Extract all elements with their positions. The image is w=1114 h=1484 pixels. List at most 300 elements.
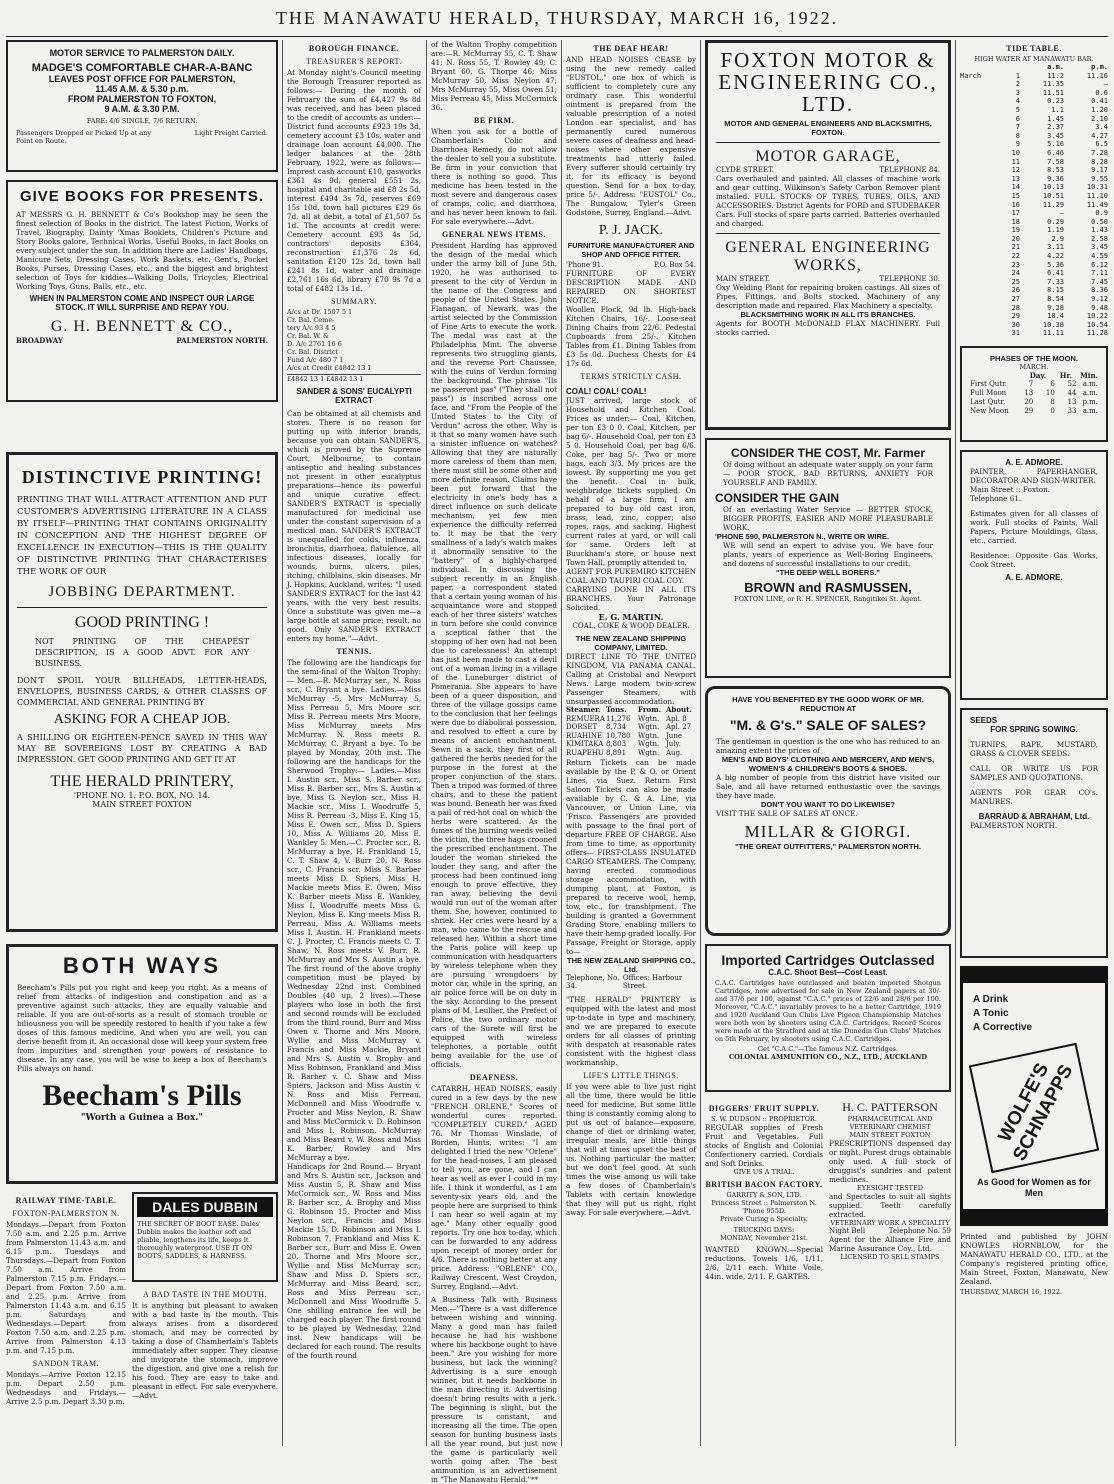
- tide-row: [960, 89, 1108, 98]
- engineering-street: MAIN STREET.: [716, 275, 771, 283]
- deaf-hear-heading: THE DEAF HEAR!: [593, 44, 669, 53]
- column-1: [6, 40, 278, 1446]
- moon-row: [970, 398, 1098, 407]
- tide-month: [960, 209, 1000, 218]
- books-firm: G. H. BENNETT & CO.,: [50, 318, 234, 335]
- good-body: DON'T SPOIL YOUR BILLHEADS, LETTER-HEADS, ENVELOPES, BUSINESS CARDS, & OTHER CLASSES OF COMMERCIAL AND GENERAL PRINTING BY: [17, 676, 267, 707]
- tennis-heading: TENNIS.: [336, 647, 372, 656]
- mg-question: HAVE YOU BENEFITED BY THE GOOD WORK OF MR. REDUCTION AT: [732, 695, 924, 713]
- wolfes-schnapps-ad: [960, 966, 1108, 1226]
- barraud-town: PALMERSTON NORTH.: [970, 821, 1058, 830]
- tide-row: [960, 329, 1108, 338]
- tide-am: 1.45: [1047, 114, 1064, 123]
- cell: Wgtn.: [638, 740, 660, 749]
- seeds-agents: AGENTS FOR GEAR CO's. MANURES.: [970, 788, 1098, 806]
- column-rule: [426, 40, 427, 1446]
- wolfe-slogan: A Tonic: [973, 1008, 1009, 1019]
- tide-row: [960, 97, 1108, 106]
- tide-am: 0.29: [1047, 217, 1064, 226]
- borough-heading: BOROUGH FINANCE.: [308, 44, 400, 53]
- motor-line: 9 A.M. & 3.30 P.M.: [104, 104, 180, 114]
- dudson-bacon-column: [705, 1100, 823, 1281]
- deafness-body: CATARRH, HEAD NOISES, easily cured in a few days by the new "FRENCH ORLENE." Scores of wonderful cures reported. "COMPLETELY CURED." AGED 76. Mr Thomas Winslade, of Borden, Hunts, writes: "I am delighted I tried the new "Orlene" for the head-noises, I am pleased to tell you, are gone, and I can hear as well as ever I could in my life. I think it wonderful, as I am seventy-six years old, and the people here are surprised to think I can hear so well again at my age." Many other equally good reports. Try one box to-day, which can be forwarded to any address upon receipt of money order for 4/6. There is nothing better at any price. Address: "ORLENE" CO., Railway Crescent, West Croydon, Surrey, England.—Advt.: [431, 1084, 557, 1291]
- cartridges-company: COLONIAL AMMUNITION CO., N.Z., LTD., AUCKLAND: [728, 1053, 927, 1061]
- admore-name: A. E. ADMORE.: [1005, 573, 1063, 582]
- summary-row: A/cs at Credit £4842 13 1: [287, 364, 372, 372]
- tide-am: 6.46: [1047, 148, 1064, 157]
- dudson-name: S. W. DUDSON :: PROPRIETOR.: [711, 1115, 817, 1123]
- herald-printery-notice: "THE HERALD" PRINTERY is equipped with the latest and most up-to-date in type and machinery, and we are prepared to execute orders for all classes of printing with despatch at reasonable rates consistent with the highest class workmanship.: [566, 994, 696, 1067]
- tennis-body: Handicaps for 2nd Round.— Bryant and Mrs S. Austin scr., Jackson and Miss Austin 5, R. Shaw and Miss McCormick scr., W. Ross and Miss R. Barber scr., A. Brophy and Miss G. Robinson 15, Procter and Miss Neylon scr., Francis and Miss Mackie 15, D. Robinson and Miss I. Robinson 7, Frankland and Miss K. Barber scr., Burr and Miss E. Owen 20, Thorne and Mrs Moore scr., Wyllie and Miss McMurray scr., Shaw and Miss D. Spiers scr., McMurray and Miss Beard, scr., Ross and Miss Perreau scr., McDonnell and Miss Woodruffe 5. One shilling entrance fee will be charged each player. The first round to be played by Wednesday, 22nd inst. New handicaps will be declared for each round. The results of the fourth round: [287, 1162, 421, 1360]
- tide-am: 7.58: [1047, 157, 1064, 166]
- tide-pm-label: p.m.: [1091, 63, 1108, 71]
- herald-printery: THE HERALD PRINTERY,: [50, 773, 234, 790]
- tide-pm: 8.36: [1091, 286, 1108, 295]
- books-body: AT MESSRS G. H. BENNETT & Co's Bookshop may be seen the finest selection of Books in the district. The latest Fiction, Works of Travel, Biography, Dainty 'Xmas Booklets, Children's Picture and Story Books galore, Technical Works, Useful Books, in fact Books on every subject under the sun. In addition there are Ladies' Handbags, Manicure Sets, Dressing Cases, Work Baskets, etc. Gent's, Pocket Books, Purses, Dressing Cases, etc., and the biggest and brightest selection of Toys for kiddies—Walking Dolls, Tricycles, Electrical Working Toys, Guns, Balls, etc., etc.: [16, 210, 268, 291]
- imprint-date: THURSDAY, MARCH 16, 1922.: [960, 1288, 1063, 1296]
- seeds-title: SEEDS: [970, 716, 998, 725]
- shipping-office: Offices: Harbour Street.: [622, 973, 683, 990]
- tide-pm: 6.5: [1095, 140, 1108, 149]
- engineering-title: GENERAL ENGINEERING WORKS,: [725, 239, 931, 274]
- tide-month: [960, 243, 1000, 252]
- garage-title: MOTOR GARAGE,: [755, 148, 901, 165]
- tide-month: [960, 123, 1000, 132]
- motor-line: 11.45 A.M. & 5.30 p.m.: [95, 84, 189, 94]
- checker-band: [963, 969, 1105, 983]
- tide-pm: 11.49: [1086, 200, 1108, 209]
- cost-title: CONSIDER THE COST, Mr. Farmer: [730, 446, 926, 460]
- cell: 8,803: [606, 740, 627, 749]
- tide-row: [960, 235, 1108, 244]
- business-talk: A Business Talk with Business Men.—"There is a vast difference between wishing and winning. Many a good man has failed because he had his wishbone where his backbone ought to have been." Are you wishing for more business, but lack the winning? Advertising is a sure enough winner, but it needs backbone in the man directing it. Advertising doesn't bring results with a jerk. The beginning is slight, but the pressure is constant, and increasing all the time. The open season for hunting business lasts all the year round, but just now the game is particularly well worth going after. The best ammunition is an advertisement in "The Manawatu Herald."**: [431, 1295, 557, 1484]
- motor-name: MADGE'S COMFORTABLE CHAR-A-BANC: [31, 62, 253, 74]
- garage-tel: TELEPHONE 84.: [879, 166, 940, 174]
- bacon-curing: Private Curing a Specialty.: [720, 1215, 808, 1223]
- gain-phone: 'PHONE 590, PALMERSTON N., WRITE OR WIRE.: [715, 532, 890, 541]
- admore-ad: [960, 450, 1108, 700]
- tide-day: 31: [1011, 329, 1020, 338]
- tide-pm: 6.12: [1091, 260, 1108, 269]
- tide-day: 20: [1011, 234, 1020, 243]
- dales-dubbin-ad: [132, 1192, 278, 1282]
- cell: 10,780: [606, 731, 631, 740]
- tide-row: [960, 140, 1108, 149]
- tide-month: [960, 132, 1000, 141]
- tide-row: [960, 243, 1108, 252]
- tide-row: [960, 166, 1108, 175]
- tide-day: 10: [1011, 148, 1020, 157]
- tide-pm: 1.43: [1091, 226, 1108, 235]
- tide-month: [960, 175, 1000, 184]
- gain-body: WE will send an expert to advise you. We have four plants, years of experience as Well-Boring Engineers, and dozens of successful installations to our credit.: [723, 541, 933, 568]
- gain-title: CONSIDER THE GAIN: [715, 491, 840, 505]
- tide-month: [960, 158, 1000, 167]
- railway-body: Mondays.—Depart from Foxton 7.50 a.m. and 2.25 p.m. Arrive from Palmerston 11.43 a.m. and 6.15 p.m. Tuesdays and Thursdays.—Depart from Foxton 7.50 a.m. Arrive from Palmerston 7.15 p.m. Fridays.—Depart from Foxton 7.50 a.m. and 2.25 p.m. Arrive from Palmerston 11.43 a.m. and 6.15 p.m. Saturdays and Wednesdays.—Depart from Foxton 7.50 a.m. and 2.25 p.m. Arrive from Palmerston 4.13 p.m. and 7.15 p.m.: [6, 1220, 126, 1355]
- admore-residence: Residence: Opposite Gas Works, Cook Street.: [970, 551, 1098, 569]
- steamer-header: [566, 706, 696, 715]
- beechams-logo: Beecham's Pills: [42, 1079, 242, 1112]
- cell: July.: [666, 740, 681, 749]
- eyesight: EYESIGHT TESTED: [857, 1184, 923, 1192]
- life-body: If you were able to live just right all the time, there would be little need for medicine. But some little thing is constantly coming along to put us out of balance—exposure, change of diet or drinking water, irregular meals, are little things that will at times upset the best of us. Nothing particular the matter, but we don't feel good. At such times the wise among us will take a few doses of Chamberlain's Tablets with certain knowledge that they will put us right, right away. For sale everywhere.—Advt.: [566, 1081, 696, 1217]
- tide-am: 6.41: [1047, 269, 1064, 278]
- dudson-trial: GIVE US A TRIAL.: [733, 1168, 795, 1176]
- tide-month: [960, 115, 1000, 124]
- motor-foot: Passengers Dropped or Picked Up at any Point en Route.: [16, 129, 151, 145]
- summary-row: Cr. Bal. W. &: [287, 332, 329, 340]
- sandon-body: Mondays.—Arrive Foxton 12.15 p.m. Depart 2.50 p.m. Wednesdays and Fridays.—Arrive 2.5 p.m. Depart 3.30 p.m.: [6, 1370, 126, 1406]
- cartridges-ad: [705, 944, 951, 1092]
- tide-day: 27: [1011, 295, 1020, 304]
- wolfe-slogan: A Drink: [973, 994, 1009, 1005]
- column-rule: [561, 40, 562, 1446]
- tide-am: 10.13: [1042, 183, 1064, 192]
- patterson-tel: Telephone No. 59: [888, 1227, 951, 1235]
- cheap-job: ASKING FOR A CHEAP JOB.: [53, 712, 231, 727]
- moon-cell: 44: [1067, 389, 1077, 397]
- tide-am: 0.23: [1047, 97, 1064, 106]
- summary-row: Cr. Bal. Ceme-: [287, 316, 335, 324]
- tennis-body: The following are the handicaps for the semi-final of the Walton Trophy:— Men.—R. McMurray ser., N. Ross scr., C. Bryant a bye. Ladies.—Miss McMurray -5, Mrs McMurray 5, Miss Perreau 5, Mrs Moore scr. Miss R. Perreau meets Mrs Moore, Miss McMurray meets Mrs McMurray. N. Ross meets R. McMurray, C. Bryant a bye. To be played by Monday, 20th inst. The following are the handicaps for the Sherwood Trophy:— Ladies.—Miss I. Austin scr., Miss S. Barber scr., Miss R. Barber scr., Mrs S. Austin a bye, Miss G. Neylon scr., Miss H. Mackie scr., Miss I. Woodruffe 5, Miss R. Perreau -3, Miss E. King 15, Miss E. Owen scr., Miss D. Spiers 10, Miss A. Williams 20, Miss E. Wankley 5. Men.—C. Procter scr., R. McMurray a bye, H. Frankland 15, C. T. Shaw 4, V. Burr 20, N. Ross scr., C. Francis scr. Miss S. Barber meets Miss D. Spiers, Miss H. Mackie meets Miss E. Owen, Miss K. Barber meets Miss E. Wankley, Miss I. Woodruffe meets Miss G. Neylon, Miss E. King meets Miss R. Perreau, Miss A. Williams meets Miss I. Austin. H. Frankland meets C. J. Procter, C. Francis meets C. T. Shaw, N. Ross meets V. Burr. R. McMurray and Mrs S. Austin a bye. The first round of the above trophy competition must be played by Wednesday 22nd inst. Combined Doubles (40 up, 2 lives).—These players who lose in both the first and second rounds will be excluded from the third round. Burr and Miss Owen v. Thorne and Mrs Moore, Wyllie and Miss McMurray v. Francis and Miss Mackie, Bryant and Mrs S. Austin v. Brophy and Miss Robinson, Frankland and Miss R. Barber v. C. Shaw and Miss Spiers, Jackson and Miss Austin v. N. Ross and Miss Perreau, McDonnell and Miss Woodruffe v. Procter and Miss Neylon, R. Shaw and Miss McCormick v. D. Robinson and Miss I. Robinson, McMurray and Miss Beard v. W. Ross and Miss K. Barber, Rowley and Mrs McMurray a bye.: [287, 658, 421, 1162]
- steamer-row: [566, 715, 696, 724]
- printing-ad: [6, 452, 278, 932]
- tide-month: [960, 295, 1000, 304]
- tide-am: 8.53: [1047, 166, 1064, 175]
- tide-pm: 4.59: [1091, 252, 1108, 261]
- foxton-motor-title: FOXTON MOTOR & ENGINEERING CO., LTD.: [718, 48, 938, 116]
- tide-am: 2.9: [1051, 234, 1064, 243]
- summary-heading: SUMMARY.: [331, 297, 377, 306]
- admore-tel: Telephone 61.: [970, 494, 1022, 503]
- tide-day: 6: [1015, 114, 1020, 123]
- tide-row: [960, 312, 1108, 321]
- tide-pm: 3.4: [1095, 123, 1108, 132]
- moon-cell: 29: [1024, 407, 1034, 415]
- patterson-address: MAIN STREET FOXTON: [849, 1131, 931, 1139]
- moon-cell: 6: [1050, 380, 1055, 388]
- steamer-table: [566, 706, 696, 758]
- millar-giorgi-ad: [705, 686, 951, 936]
- cell: 11,276: [606, 714, 631, 723]
- patterson-agent: Agent for the Alliance Fire and Marine Assurance Coy., Ltd.: [829, 1235, 951, 1253]
- books-ad: [6, 180, 278, 402]
- cartridges-body: C.A.C. Cartridges have outclassed and beaten imported Shotgun Cartridges, now advertised for sale in New Zealand papers at 30/- and 37/6 per 100, against "C.A.C." prices of 22/6 and 28/6 per 100. Moreover, "C.A.C." invariably proves to be a better Cartridge, 1919 and 1920 Auckland Gun Clubs Live Pigeon Championship Matches were both won by shooters using C.A.C. Cartridges. Record Scores were made at the Stratford and at the Dunedin Gun Clubs' Matches on 5th February, by shooters using C.A.C. Cartridges.: [715, 979, 941, 1043]
- tide-month: [960, 304, 1000, 313]
- tide-day: 8: [1015, 131, 1020, 140]
- steamer-col: About.: [666, 705, 692, 714]
- tide-row: [960, 201, 1108, 210]
- good-title: GOOD PRINTING !: [74, 614, 210, 631]
- summary-total: £4842 13 1 £4842 13 1: [287, 374, 421, 383]
- garage-street: CLYDE STREET.: [716, 166, 774, 174]
- tide-row: [960, 209, 1108, 218]
- wolfe-slogan: A Corrective: [973, 1022, 1033, 1033]
- column-3: [431, 40, 557, 1484]
- tide-day: 29: [1011, 312, 1020, 321]
- dales-body: THE SECRET OF BOOT EASE. Dales' Dubbin makes the leather soft and pliable, lengthens its life, keeps it thoroughly waterproof. USE IT ON BOOTS, SADDLES, & HARNESS.: [137, 1220, 261, 1260]
- cell: RUAHINE: [566, 731, 603, 740]
- tide-am: 11.11: [1042, 329, 1064, 338]
- garage-body: Cars overhauled and painted. All classes of machine work and gear cutting. Wilkinson's Safety Carbon Remover plant installed. FULL STOCKS OF TYRES, TUBES, OILS, AND ACCESSORIES. District Agents for FORD and STUDEBAKER Cars. Full stocks of spare parts carried. Batteries overhauled and charged.: [716, 174, 940, 228]
- tide-day: 21: [1011, 243, 1020, 252]
- gain-body: Of an everlasting Water Service — BETTER STOCK, BIGGER PROFITS, EASIER AND MORE PLEASURABLE WORK.: [723, 505, 933, 532]
- moon-col: Min.: [1080, 371, 1098, 380]
- cell: Aug.: [666, 748, 683, 757]
- brown-rasmussen: BROWN and RASMUSSEN,: [744, 580, 912, 595]
- shipping-body: Return Tickets can be made available by the P. & O. or Orient Lines, via Suez. Return First Saloon Tickets can also be made available by C. & A. Line, via Vancouver, or Union Line, via 'Frisco. Passengers are provided with passage to the final port of departure FREE OF CHARGE. Also from time to time, as opportunity offers— FIRST-CLASS INSULATED CARGO STEAMERS. The Company, having erected commodious storage accommodation, with dumping plant, at Foxton, is prepared to receive wool, hemp, tow, etc., for transhipment. The building is granted a Government Grading Store, enabling millers to have their hemp graded locally. For Passage, Freight or Storage, apply to—: [566, 757, 696, 956]
- tide-month: [960, 97, 1000, 106]
- be-firm-body: When you ask for a bottle of Chamberlain's Colic and Diarrhoea Remedy, do not allow the dealer to sell you a substitute. Be firm in your conviction that there is nothing so good. This medicine has been tested in the most severe and dangerous cases of cramps, colic, and diarrhoea, and has never been known to fail. For sale everywhere.—Advt.: [431, 127, 557, 226]
- moon-cell: Last Qutr.: [970, 398, 1006, 406]
- eyesight-body: and Spectacles to suit all sights supplied. Teeth carefully extracted.: [829, 1192, 951, 1219]
- tide-pm: 2.10: [1091, 114, 1108, 123]
- patterson-stamps: LICENSED TO SELL STAMPS: [840, 1253, 940, 1261]
- engineering-agent: Agents for BOOTH McDONALD FLAX MACHINERY. Full stocks carried.: [716, 319, 940, 337]
- jobbing-dept: JOBBING DEPARTMENT.: [48, 584, 236, 600]
- tide-row: [960, 115, 1108, 124]
- cell: June: [666, 731, 682, 740]
- sandon-title: SANDON TRAM.: [32, 1359, 100, 1368]
- mg-sale-title: "M. & G's." SALE OF SALES?: [729, 717, 927, 733]
- beechams-ad: [6, 944, 278, 1184]
- moon-cell: 33: [1067, 407, 1077, 415]
- tide-row: [960, 304, 1108, 313]
- moon-cell: 10: [1045, 389, 1055, 397]
- tide-pm: 0.50: [1091, 217, 1108, 226]
- printing-body: PRINTING THAT WILL ATTRACT ATTENTION AND PUT CUSTOMER'S ADVERTISING LITERATURE IN A CLASS BY ITSELF—PRINTING THAT CONTAINS ORIGINALITY IN CONCEPTION AND THE HIGHEST DEGREE OF EXCELLENCE IN EXECUTION—THIS IS THE QUALITY OF DISTINCTIVE PRINTING THAT CHARACTERISES THE WORK OF OUR: [17, 495, 267, 577]
- tide-row: [960, 321, 1108, 330]
- tide-month: [960, 89, 1000, 98]
- moon-cell: Full Moon: [970, 389, 1007, 397]
- moon-cell: 52: [1067, 380, 1077, 388]
- beechams-body: Beecham's Pills put you right and keep you right. As a means of relief from attacks of indigestion and constipation and as a preventive against such attacks, they are equally valuable and reliable. If you are out-of-sorts as a result of stomach trouble or biliousness you will be speedily restored to health if you take a few doses of this famous medicine. And when you are well, you can derive benefit from it. An occasional dose will keep your system free from impurities and strengthen your powers of resistance to disease. In any case, you will be wise to keep a box of Beecham's Pills always on hand.: [17, 983, 268, 1073]
- tide-month: [960, 80, 1000, 89]
- moon-row: [970, 380, 1098, 389]
- railway-timetable: [6, 1192, 126, 1406]
- coal-body: JUST arrived, large stock of Household and Kitchen Coal. Prices as under:— Coal, Kitchen, per ton £3 0 0. Coal, Kitchen, per bag 6/-. Household Coal, per ton £3 5 0. Household Coal, per bag 6/6. Coke, per bag 5/-. Two or more bags, each 3/3. My prices are the lowest. By supporting me you get the benefit. Coal in bulk, weighbridge tickets supplied. On behalf of a large firm, I am prepared to buy old cast iron, brass, lead, zinc, copper; also ropes, rags, and sacking. Highest current rates at yard, or will call for same. Orders left at Buuckham's store, or house next Town Hall, promptly attended to.: [566, 396, 696, 567]
- tide-day: 26: [1011, 286, 1020, 295]
- bacon-company: GARRITY & SON, LTD.: [726, 1191, 802, 1199]
- tide-pm: 10.31: [1086, 183, 1108, 192]
- herald-phone: 'PHONE NO. 1. P.O. BOX, NO. 14.: [73, 791, 211, 800]
- steamer-row: [566, 732, 696, 741]
- tide-pm: —: [1103, 80, 1108, 89]
- tide-am: 2.37: [1047, 123, 1064, 132]
- seeds-call: CALL OR WRITE US FOR SAMPLES AND QUOTATIONS.: [970, 764, 1098, 782]
- patterson-ad: [829, 1100, 951, 1281]
- dudson-body: REGULAR supplies of Fresh Fruit and Vegetables. Full stocks of English and Colonial Confectionery carried. Cordials and Soft Drinks.: [705, 1123, 823, 1168]
- good-body: A SHILLING OR EIGHTEEN-PENCE SAVED IN THIS WAY MAY BE SOVEREIGNS LOST BY CREATING A BAD IMPRESSION. GET GOOD PRINTING AND GET IT AT: [17, 733, 267, 764]
- tide-row: [960, 252, 1108, 261]
- moon-cell: First Qutr.: [970, 380, 1007, 388]
- cell: KIMITAKA: [566, 740, 604, 749]
- cell: DORSET: [566, 723, 598, 732]
- tide-pm: 10.54: [1086, 320, 1108, 329]
- patterson-body: PRESCRIPTIONS dispensed day or night. Purest drugs obtainable only used. A full stock of druggist's sundries and patent medicines.: [829, 1139, 951, 1184]
- deep-well-slogan: "THE DEEP WELL BORERS.": [776, 568, 880, 577]
- tide-month: [960, 278, 1000, 287]
- tide-day: 28: [1011, 303, 1020, 312]
- tide-day: 5: [1015, 105, 1020, 114]
- steamer-col: Steamer.: [566, 705, 601, 714]
- borough-body: At Monday night's Council meeting the Borough Treasurer reported as follows:— During the month of February the sum of £4,427 9s 8d was received, and has been placed to the credit of accounts as under:—District fund accounts £923 19s 3d, cemetery account £3 10s, water and drainage loan account £4,000. The ledger balances at the 28th February, 1922, were as follows:—Imprest cash account £10, gasworks £361 4s 9d, general £551 2s, hospital and charitable aid £8 2s 5d, interest £494 3s 7d, reserves £69 15s 10d, town hall pictures £29 6s 7d, all at debit, a total of £1,507 5s 1d. The accounts at credit were: Cemetery account £93 4s 5d, contractors' deposits £364, reconstruction £1,376 2s 6d, sanitation £120 12s 2d, town hall £241 8s 1d, water and drainage £2,761 16s 6d, library £70 9s 7d a total of £482 13s 1d.: [287, 68, 421, 293]
- moon-cell: New Moon: [970, 407, 1009, 415]
- jack-subtitle: FURNITURE MANUFACTURER AND SHOP AND OFFICE FITTER.: [567, 241, 695, 259]
- tide-pm: 2.58: [1091, 234, 1108, 243]
- tide-month: [960, 218, 1000, 227]
- engineering-body: Oxy Welding Plant for repairing broken castings. All sizes of Pipes, Fittings, and Bolts stocked. Machinery of any description made and repaired. Flax Machinery a specialty.: [716, 283, 940, 310]
- tide-am: 4.22: [1047, 252, 1064, 261]
- moon-cell: 13: [1067, 398, 1077, 406]
- tide-day: 1: [1015, 71, 1020, 80]
- jack-name: P. J. JACK.: [598, 223, 664, 238]
- tide-month: [960, 261, 1000, 270]
- tide-month: [960, 235, 1000, 244]
- taste-heading: A BAD TASTE IN THE MOUTH.: [142, 1290, 267, 1299]
- tide-day: 9: [1015, 140, 1020, 149]
- tide-day: 25: [1011, 277, 1020, 286]
- coal-agent: AGENT FOR PUKEMIRO KITCHEN COAL AND TAUPIRI COAL COY.: [566, 567, 696, 585]
- tide-pm: 8.28: [1091, 157, 1108, 166]
- cell: Wgtn.: [638, 731, 660, 740]
- steamer-col: From.: [638, 705, 662, 714]
- cell: 8,891: [606, 748, 627, 757]
- cartridges-get: Get "C.A.C."—The famous N.Z. Cartridges.: [757, 1045, 899, 1053]
- jack-terms: TERMS STRICTLY CASH.: [580, 372, 682, 381]
- tide-pm: 9.12: [1091, 295, 1108, 304]
- books-addr: BROADWAY: [16, 336, 63, 345]
- books-title: GIVE BOOKS FOR PRESENTS.: [19, 188, 265, 205]
- life-heading: LIFE'S LITTLE THINGS.: [583, 1070, 679, 1080]
- tide-row: [960, 80, 1108, 89]
- tide-month: [960, 312, 1000, 321]
- tide-pm: 11.16: [1086, 71, 1108, 80]
- summary-row: A/cs at Dr. 1507 5 1: [287, 308, 353, 316]
- jack-phone: 'Phone 91.: [566, 261, 604, 269]
- tide-month: [960, 183, 1000, 192]
- admore-street: Main Street :: Foxton.: [970, 485, 1051, 494]
- tide-row: [960, 278, 1108, 287]
- tide-month: [960, 192, 1000, 201]
- wanted-known: WANTED KNOWN.—Special reductions. Towels 1/6, 1/11, 2/6, 2/11 each. White Voile, 44in. wide, 2/11. F. GARTES.: [705, 1245, 823, 1281]
- tide-row: [960, 175, 1108, 184]
- tide-header: [960, 63, 1108, 72]
- barraud-abraham: BARRAUD & ABRAHAM, Ltd.: [978, 812, 1090, 821]
- right-mini-column: [132, 1192, 278, 1406]
- seeds-ad: [960, 708, 1108, 958]
- seeds-for: FOR SPRING SOWING.: [990, 725, 1078, 734]
- treasurer-heading: TREASURER'S REPORT.: [306, 57, 402, 66]
- blacksmithing: BLACKSMITHING WORK IN ALL ITS BRANCHES.: [740, 310, 916, 319]
- tide-am: 11.2: [1047, 71, 1064, 80]
- sander-body: Can be obtained at all chemists and stores. There is no reason for putting up with inferior brands, because you can obtain SANDER'S, which is proved by the Supreme Court, Melbourne, to contain antiseptic and healing substances not present in other eucalyptus preparations—hence its powerful and unique curative effect. SANDER'S EXTRACT is specially manufactured for medicinal use under the constant supervision of a medical man. SANDER'S EXTRACT is unequalled for colds, influenza, bronchitis, diarrhoea, flatulence, all infectious diseases, locally for wounds, burns, ulcers, piles, itching, chilblains, skin diseases. Mr J. Hopkins, Auckland, writes: "I used SANDER'S EXTRACT for the last 42 years, with the very best results. Once a substitute was given me—a large bottle at same price; result, no good. Only SANDER'S EXTRACT enters my home."—Advt.: [287, 409, 421, 643]
- dales-logo: DALES DUBBIN: [137, 1197, 273, 1217]
- patterson-subtitle: PHARMACEUTICAL AND VETERINARY CHEMIST: [847, 1115, 933, 1131]
- tide-am: 9.36: [1047, 174, 1064, 183]
- tide-row: [960, 295, 1108, 304]
- tide-month: [960, 201, 1000, 210]
- moon-table: [970, 380, 1098, 416]
- mg-name: MILLAR & GIORGI.: [744, 822, 912, 841]
- steamer-row: [566, 749, 696, 758]
- tide-month: [960, 252, 1000, 261]
- tide-month: [960, 329, 1000, 338]
- seeds-items: TURNIPS, RAPE, MUSTARD, GRASS & CLOVER SEEDS.: [970, 740, 1098, 758]
- tide-row: [960, 158, 1108, 167]
- column-4: [566, 40, 696, 1446]
- moon-cell: 13: [1024, 389, 1034, 397]
- steamer-col: Tons.: [606, 705, 627, 714]
- steamer-row: [566, 740, 696, 749]
- tide-am: 3.45: [1047, 131, 1064, 140]
- tide-month: [960, 269, 1000, 278]
- moon-cell: p.m.: [1082, 398, 1099, 406]
- admore-name: A. E. ADMORE.: [1005, 458, 1063, 467]
- bacon-address: Princess Street :: Palmerston N. 'Phone 955D.: [711, 1199, 817, 1215]
- tide-day: 16: [1011, 200, 1020, 209]
- tide-pm: 4.27: [1091, 131, 1108, 140]
- tide-am: 8.54: [1047, 295, 1064, 304]
- mg-subtitle: "THE GREAT OUTFITTERS," PALMERSTON NORTH.: [735, 842, 921, 851]
- tide-row: [960, 286, 1108, 295]
- tide-month: [960, 166, 1000, 175]
- tide-am: 7.33: [1047, 277, 1064, 286]
- moon-phases: [960, 346, 1108, 442]
- imprint: Printed and published by JOHN KNOWLES HORNBLOW, for the MANAWATU HERALD CO., LTD., at the Company's registered printing office, Main Street, Foxton, Manawatu, New Zealand.: [960, 1232, 1108, 1286]
- cartridges-title: Imported Cartridges Outclassed: [721, 952, 935, 968]
- tide-pm: 9.55: [1091, 174, 1108, 183]
- tide-am: 1.19: [1047, 226, 1064, 235]
- tide-month: [960, 321, 1000, 330]
- column-2: [287, 40, 421, 1446]
- foxton-subtitle: MOTOR AND GENERAL ENGINEERS AND BLACKSMITHS, FOXTON.: [724, 119, 932, 137]
- taste-body: It is anything but pleasant to awaken with a bad taste in the mouth. This always arises from a disordered stomach, and may be corrected by taking a dose of Chamberlain's Tablets immediately after supper. They cleanse and invigorate the stomach, improve the digestion, and give one a relish for his food. They are easy to take and pleasant in effect. For sale everywhere.—Advt.: [132, 1301, 278, 1400]
- walton-results: of the Walton Trophy competition are:—R. McMurray 55, C. T. Shaw 41; N. Ross 55, T. Rowley 49; C. Bryant 60, G. Thorpe 46; Miss McMurray 50, Miss Neylon 47; Mrs McMurray 55, Miss Owen 51; Miss Perreau 45, Miss McCormick 36.: [431, 40, 557, 112]
- tide-am: 5.36: [1047, 260, 1064, 269]
- cell: Wgtn.: [638, 714, 660, 723]
- tide-row: [960, 192, 1108, 201]
- motor-fare: FARE: 4/6 SINGLE, 7/6 RETURN.: [86, 117, 198, 125]
- tide-row: [960, 226, 1108, 235]
- mg-body: The gentleman in question is the one who has reduced to an amazing extent the prices of: [716, 737, 940, 755]
- moon-header: [970, 371, 1098, 380]
- tide-day: 11: [1011, 157, 1020, 166]
- tide-row: [960, 72, 1108, 81]
- tide-row: [960, 149, 1108, 158]
- admore-body: Estimates given for all classes of work. Full stocks of Paints, Wall Papers, Picture Mouldings, Glass, etc., carried.: [970, 509, 1098, 545]
- both-ways-title: BOTH WAYS: [62, 953, 222, 978]
- tide-day: 24: [1011, 269, 1020, 278]
- moon-cell: 20: [1024, 398, 1034, 406]
- tide-day: 14: [1011, 183, 1020, 192]
- dudson-heading: DIGGERS' FRUIT SUPPLY.: [708, 1104, 820, 1113]
- night-bell: Night Bell: [829, 1227, 866, 1235]
- tide-table: [960, 72, 1108, 338]
- checker-band: [963, 1209, 1105, 1223]
- railway-title: RAILWAY TIME-TABLE.: [15, 1196, 117, 1205]
- tide-am: 11.51: [1042, 88, 1064, 97]
- tide-pm: 3.45: [1091, 243, 1108, 252]
- foxton-motor-ad: [705, 40, 951, 430]
- tide-day: 23: [1011, 260, 1020, 269]
- tide-pm: 0.9: [1095, 209, 1108, 218]
- tide-month: [960, 106, 1000, 115]
- herald-address: MAIN STREET FOXTON: [92, 800, 192, 809]
- moon-row: [970, 389, 1098, 398]
- summary-row: D. A/c 2761 16 6: [287, 340, 342, 348]
- tide-row: [960, 261, 1108, 270]
